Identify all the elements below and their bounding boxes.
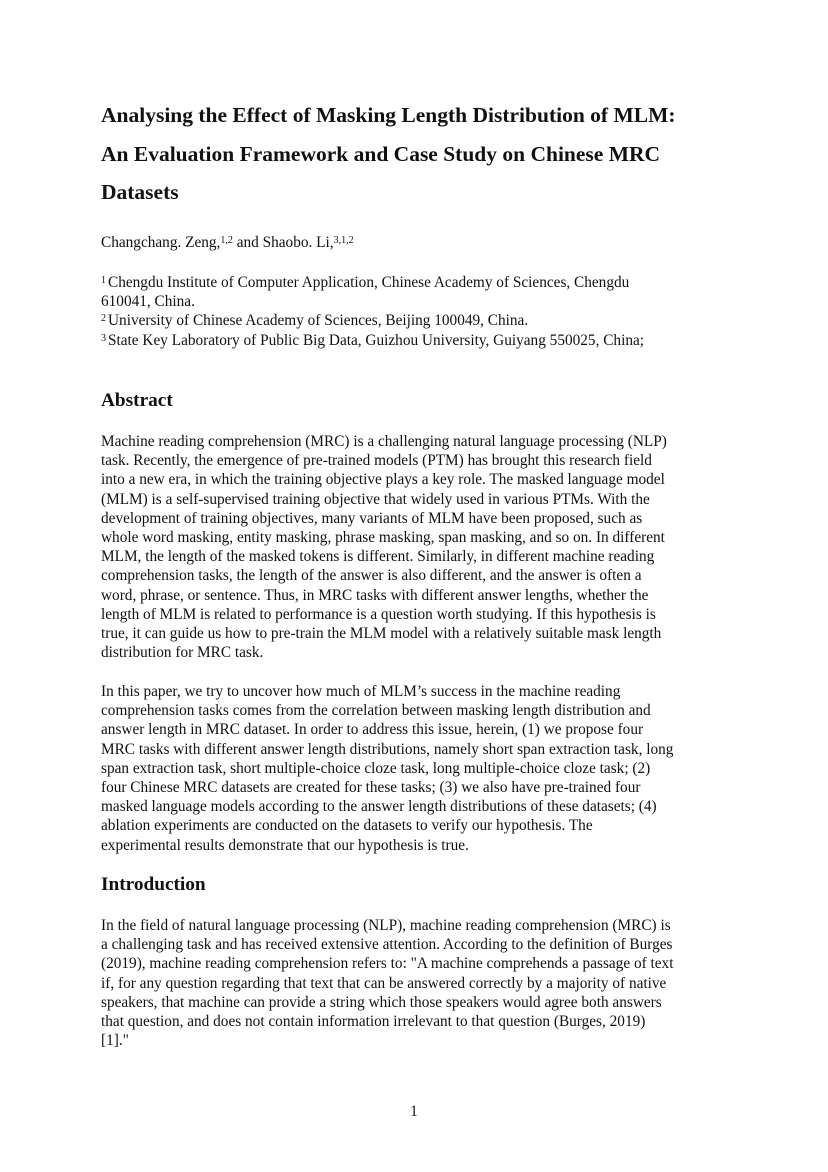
text-line: development of training objectives, many variants of MLM have been proposed, such as	[101, 509, 643, 527]
text-line: MRC tasks with different answer length distributions, namely short span extraction task, long	[101, 740, 674, 758]
affiliation-line	[101, 311, 733, 330]
text-line: (2019), machine reading comprehension refers to: "A machine comprehends a passage of text	[101, 955, 674, 973]
title-line: Datasets	[101, 180, 179, 204]
text-line: a challenging task and has received extensive attention. According to the definition of Burges	[101, 936, 673, 954]
text-line: length of MLM is related to performance is a question worth studying. If this hypothesis is	[101, 605, 656, 623]
text-line: MLM, the length of the masked tokens is different. Similarly, in different machine reading	[101, 548, 655, 566]
text-line: whole word masking, entity masking, phrase masking, span masking, and so on. In different	[101, 529, 665, 547]
text-line: speakers, that machine can provide a string which those speakers would agree both answers	[101, 993, 662, 1011]
affiliation-number: 1	[101, 275, 106, 286]
author-affiliation-marker: 3,1,2	[333, 235, 354, 246]
text-line: In the field of natural language processing (NLP), machine reading comprehension (MRC) is	[101, 917, 671, 934]
affiliation-line	[101, 331, 733, 350]
text-line: Machine reading comprehension (MRC) is a challenging natural language processing (NLP)	[101, 433, 667, 450]
text-line: answer length in MRC dataset. In order to address this issue, herein, (1) we propose four	[101, 721, 644, 739]
text-line: true, it can guide us how to pre-train the MLM model with a relatively suitable mask length	[101, 625, 662, 643]
author-affiliation-marker: 1,2	[220, 235, 233, 246]
text-line: distribution for MRC task.	[101, 644, 264, 662]
affiliations	[101, 273, 733, 350]
abstract-heading: Abstract	[101, 390, 173, 411]
text-line: that question, and does not contain information irrelevant to that question (Burges, 2019)	[101, 1013, 646, 1031]
text-line: if, for any question regarding that text that can be answered correctly by a majority of native	[101, 974, 667, 992]
text-line: [1]."	[101, 1032, 129, 1050]
text-line: span extraction task, short multiple-choice cloze task, long multiple-choice cloze task; (2)	[101, 759, 651, 777]
affiliation-text: 610041, China.	[101, 293, 195, 311]
title-line: An Evaluation Framework and Case Study on Chinese MRC	[101, 141, 661, 166]
affiliation-line	[101, 273, 733, 292]
text-line: ablation experiments are conducted on the datasets to verify our hypothesis. The	[101, 817, 593, 835]
page-number: 1	[410, 1103, 418, 1120]
text-line: comprehension tasks, the length of the answer is also different, and the answer is often a	[101, 567, 642, 585]
text-line: (MLM) is a self-supervised training objective that widely used in various PTMs. With the	[101, 490, 650, 508]
text-line: In this paper, we try to uncover how much of MLM’s success in the machine reading	[101, 683, 621, 700]
text-line: experimental results demonstrate that our hypothesis is true.	[101, 836, 469, 854]
affiliation-text: University of Chinese Academy of Sciences, Beijing 100049, China.	[108, 312, 529, 330]
introduction-heading: Introduction	[101, 874, 206, 895]
text-line: word, phrase, or sentence. Thus, in MRC tasks with different answer lengths, whether the	[101, 586, 649, 604]
affiliation-number: 2	[101, 313, 106, 325]
introduction-paragraph-1	[101, 916, 733, 1050]
paper-title	[101, 96, 733, 212]
text-line: into a new era, in which the training objective plays a key role. The masked language model	[101, 471, 665, 489]
author-name: Changchang. Zeng,	[101, 234, 221, 251]
affiliation-number: 3	[101, 332, 106, 344]
author-line	[101, 233, 733, 253]
affiliation-text: State Key Laboratory of Public Big Data, Guizhou University, Guiyang 550025, China;	[108, 331, 645, 349]
text-line: four Chinese MRC datasets are created for these tasks; (3) we also have pre-trained four	[101, 779, 641, 797]
text-line: task. Recently, the emergence of pre-trained models (PTM) has brought this research field	[101, 452, 652, 470]
author-name: and Shaobo. Li,	[232, 234, 334, 251]
abstract-paragraph-1	[101, 432, 733, 662]
affiliation-text: Chengdu Institute of Computer Application, Chinese Academy of Sciences, Chengdu	[108, 274, 630, 291]
title-line: Analysing the Effect of Masking Length Distribution of MLM:	[101, 103, 676, 127]
abstract-paragraph-2	[101, 682, 733, 855]
text-line: comprehension tasks comes from the correlation between masking length distribution and	[101, 702, 651, 720]
affiliation-line	[101, 292, 733, 311]
text-line: masked language models according to the answer length distributions of these datasets; (4)	[101, 798, 657, 816]
